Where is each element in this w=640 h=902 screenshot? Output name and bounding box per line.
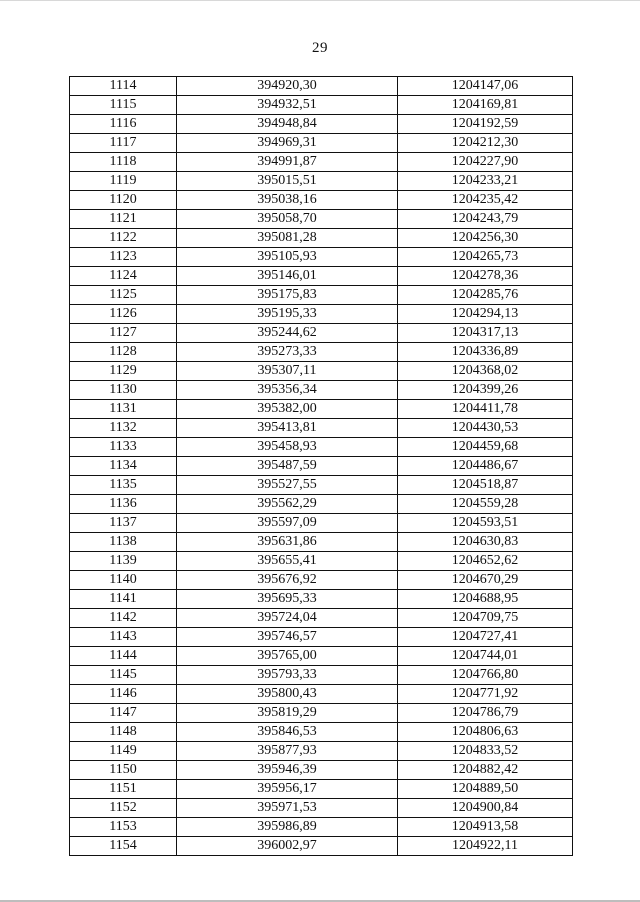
x-coordinate-cell: 395081,28 <box>177 229 398 248</box>
y-coordinate-cell: 1204317,13 <box>398 324 573 343</box>
y-coordinate-cell: 1204486,67 <box>398 457 573 476</box>
point-number-cell: 1115 <box>70 96 177 115</box>
point-number-cell: 1148 <box>70 723 177 742</box>
scan-edge-top <box>0 0 640 1</box>
x-coordinate-cell: 395015,51 <box>177 172 398 191</box>
table-row <box>70 343 573 362</box>
y-coordinate-cell: 1204786,79 <box>398 704 573 723</box>
point-number-cell: 1141 <box>70 590 177 609</box>
point-number-cell: 1128 <box>70 343 177 362</box>
point-number-cell: 1130 <box>70 381 177 400</box>
x-coordinate-cell: 395038,16 <box>177 191 398 210</box>
y-coordinate-cell: 1204227,90 <box>398 153 573 172</box>
y-coordinate-cell: 1204411,78 <box>398 400 573 419</box>
table-row <box>70 191 573 210</box>
point-number-cell: 1153 <box>70 818 177 837</box>
y-coordinate-cell: 1204652,62 <box>398 552 573 571</box>
table-row <box>70 381 573 400</box>
y-coordinate-cell: 1204233,21 <box>398 172 573 191</box>
point-number-cell: 1147 <box>70 704 177 723</box>
x-coordinate-cell: 394920,30 <box>177 77 398 96</box>
x-coordinate-cell: 395971,53 <box>177 799 398 818</box>
y-coordinate-cell: 1204833,52 <box>398 742 573 761</box>
table-row <box>70 438 573 457</box>
x-coordinate-cell: 395724,04 <box>177 609 398 628</box>
y-coordinate-cell: 1204459,68 <box>398 438 573 457</box>
point-number-cell: 1136 <box>70 495 177 514</box>
y-coordinate-cell: 1204147,06 <box>398 77 573 96</box>
x-coordinate-cell: 395597,09 <box>177 514 398 533</box>
x-coordinate-cell: 395631,86 <box>177 533 398 552</box>
x-coordinate-cell: 395946,39 <box>177 761 398 780</box>
x-coordinate-cell: 395793,33 <box>177 666 398 685</box>
x-coordinate-cell: 394991,87 <box>177 153 398 172</box>
point-number-cell: 1152 <box>70 799 177 818</box>
x-coordinate-cell: 395244,62 <box>177 324 398 343</box>
point-number-cell: 1118 <box>70 153 177 172</box>
y-coordinate-cell: 1204192,59 <box>398 115 573 134</box>
x-coordinate-cell: 395175,83 <box>177 286 398 305</box>
table-row <box>70 685 573 704</box>
x-coordinate-cell: 394948,84 <box>177 115 398 134</box>
y-coordinate-cell: 1204709,75 <box>398 609 573 628</box>
x-coordinate-cell: 395058,70 <box>177 210 398 229</box>
point-number-cell: 1139 <box>70 552 177 571</box>
point-number-cell: 1119 <box>70 172 177 191</box>
y-coordinate-cell: 1204727,41 <box>398 628 573 647</box>
point-number-cell: 1151 <box>70 780 177 799</box>
y-coordinate-cell: 1204913,58 <box>398 818 573 837</box>
y-coordinate-cell: 1204688,95 <box>398 590 573 609</box>
point-number-cell: 1142 <box>70 609 177 628</box>
point-number-cell: 1154 <box>70 837 177 856</box>
table-row <box>70 742 573 761</box>
table-row <box>70 153 573 172</box>
x-coordinate-cell: 395413,81 <box>177 419 398 438</box>
point-number-cell: 1129 <box>70 362 177 381</box>
x-coordinate-cell: 395765,00 <box>177 647 398 666</box>
x-coordinate-cell: 395273,33 <box>177 343 398 362</box>
table-row <box>70 476 573 495</box>
point-number-cell: 1124 <box>70 267 177 286</box>
point-number-cell: 1114 <box>70 77 177 96</box>
table-row <box>70 590 573 609</box>
x-coordinate-cell: 395676,92 <box>177 571 398 590</box>
x-coordinate-cell: 395655,41 <box>177 552 398 571</box>
table-row <box>70 324 573 343</box>
point-number-cell: 1122 <box>70 229 177 248</box>
x-coordinate-cell: 395487,59 <box>177 457 398 476</box>
y-coordinate-cell: 1204518,87 <box>398 476 573 495</box>
x-coordinate-cell: 395356,34 <box>177 381 398 400</box>
table-row <box>70 799 573 818</box>
x-coordinate-cell: 395819,29 <box>177 704 398 723</box>
table-row <box>70 723 573 742</box>
y-coordinate-cell: 1204235,42 <box>398 191 573 210</box>
x-coordinate-cell: 395527,55 <box>177 476 398 495</box>
y-coordinate-cell: 1204922,11 <box>398 837 573 856</box>
point-number-cell: 1134 <box>70 457 177 476</box>
point-number-cell: 1131 <box>70 400 177 419</box>
x-coordinate-cell: 395458,93 <box>177 438 398 457</box>
y-coordinate-cell: 1204285,76 <box>398 286 573 305</box>
table-row <box>70 77 573 96</box>
table-row <box>70 457 573 476</box>
point-number-cell: 1133 <box>70 438 177 457</box>
y-coordinate-cell: 1204771,92 <box>398 685 573 704</box>
x-coordinate-cell: 395562,29 <box>177 495 398 514</box>
table-row <box>70 210 573 229</box>
y-coordinate-cell: 1204593,51 <box>398 514 573 533</box>
x-coordinate-cell: 395800,43 <box>177 685 398 704</box>
table-row <box>70 533 573 552</box>
table-row <box>70 229 573 248</box>
x-coordinate-cell: 395195,33 <box>177 305 398 324</box>
page-number: 29 <box>312 40 328 56</box>
y-coordinate-cell: 1204256,30 <box>398 229 573 248</box>
y-coordinate-cell: 1204294,13 <box>398 305 573 324</box>
point-number-cell: 1140 <box>70 571 177 590</box>
y-coordinate-cell: 1204766,80 <box>398 666 573 685</box>
y-coordinate-cell: 1204744,01 <box>398 647 573 666</box>
point-number-cell: 1121 <box>70 210 177 229</box>
x-coordinate-cell: 395986,89 <box>177 818 398 837</box>
point-number-cell: 1126 <box>70 305 177 324</box>
x-coordinate-cell: 395146,01 <box>177 267 398 286</box>
table-row <box>70 305 573 324</box>
x-coordinate-cell: 395746,57 <box>177 628 398 647</box>
y-coordinate-cell: 1204368,02 <box>398 362 573 381</box>
x-coordinate-cell: 395382,00 <box>177 400 398 419</box>
y-coordinate-cell: 1204900,84 <box>398 799 573 818</box>
point-number-cell: 1143 <box>70 628 177 647</box>
x-coordinate-cell: 394969,31 <box>177 134 398 153</box>
table-row <box>70 571 573 590</box>
y-coordinate-cell: 1204278,36 <box>398 267 573 286</box>
table-row <box>70 761 573 780</box>
table-row <box>70 628 573 647</box>
table-row <box>70 552 573 571</box>
table-row <box>70 267 573 286</box>
table-row <box>70 362 573 381</box>
y-coordinate-cell: 1204265,73 <box>398 248 573 267</box>
x-coordinate-cell: 395695,33 <box>177 590 398 609</box>
coordinates-table <box>69 76 573 856</box>
x-coordinate-cell: 396002,97 <box>177 837 398 856</box>
y-coordinate-cell: 1204212,30 <box>398 134 573 153</box>
table-row <box>70 647 573 666</box>
point-number-cell: 1145 <box>70 666 177 685</box>
table-row <box>70 514 573 533</box>
table-row <box>70 780 573 799</box>
table-row <box>70 666 573 685</box>
y-coordinate-cell: 1204430,53 <box>398 419 573 438</box>
table-row <box>70 134 573 153</box>
coordinates-table-body <box>70 77 573 856</box>
y-coordinate-cell: 1204882,42 <box>398 761 573 780</box>
table-row <box>70 704 573 723</box>
x-coordinate-cell: 394932,51 <box>177 96 398 115</box>
table-row <box>70 400 573 419</box>
table-row <box>70 286 573 305</box>
x-coordinate-cell: 395846,53 <box>177 723 398 742</box>
table-row <box>70 495 573 514</box>
y-coordinate-cell: 1204399,26 <box>398 381 573 400</box>
y-coordinate-cell: 1204670,29 <box>398 571 573 590</box>
point-number-cell: 1127 <box>70 324 177 343</box>
point-number-cell: 1146 <box>70 685 177 704</box>
point-number-cell: 1144 <box>70 647 177 666</box>
y-coordinate-cell: 1204169,81 <box>398 96 573 115</box>
x-coordinate-cell: 395956,17 <box>177 780 398 799</box>
y-coordinate-cell: 1204806,63 <box>398 723 573 742</box>
x-coordinate-cell: 395877,93 <box>177 742 398 761</box>
table-row <box>70 248 573 267</box>
y-coordinate-cell: 1204336,89 <box>398 343 573 362</box>
table-row <box>70 115 573 134</box>
point-number-cell: 1116 <box>70 115 177 134</box>
x-coordinate-cell: 395105,93 <box>177 248 398 267</box>
point-number-cell: 1150 <box>70 761 177 780</box>
y-coordinate-cell: 1204559,28 <box>398 495 573 514</box>
table-row <box>70 96 573 115</box>
point-number-cell: 1149 <box>70 742 177 761</box>
x-coordinate-cell: 395307,11 <box>177 362 398 381</box>
table-row <box>70 818 573 837</box>
point-number-cell: 1117 <box>70 134 177 153</box>
y-coordinate-cell: 1204630,83 <box>398 533 573 552</box>
y-coordinate-cell: 1204889,50 <box>398 780 573 799</box>
table-row <box>70 172 573 191</box>
table-row <box>70 609 573 628</box>
point-number-cell: 1135 <box>70 476 177 495</box>
y-coordinate-cell: 1204243,79 <box>398 210 573 229</box>
table-row <box>70 419 573 438</box>
point-number-cell: 1138 <box>70 533 177 552</box>
point-number-cell: 1120 <box>70 191 177 210</box>
point-number-cell: 1132 <box>70 419 177 438</box>
point-number-cell: 1125 <box>70 286 177 305</box>
point-number-cell: 1137 <box>70 514 177 533</box>
point-number-cell: 1123 <box>70 248 177 267</box>
table-row <box>70 837 573 856</box>
